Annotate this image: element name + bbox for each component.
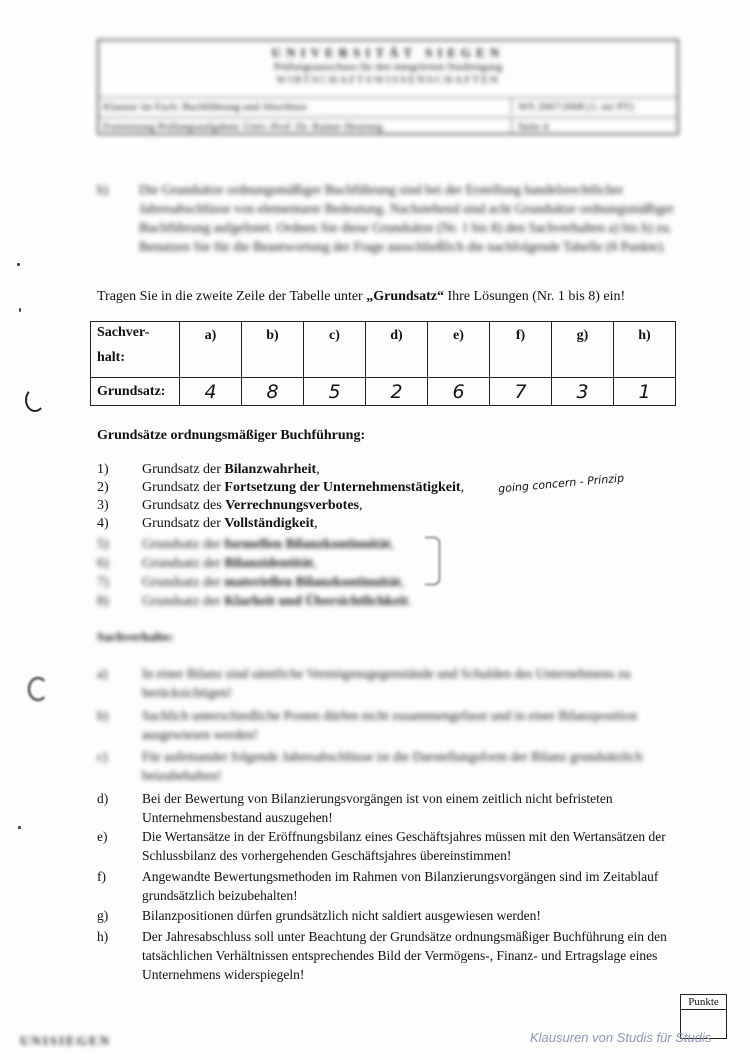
fact-item — [97, 906, 702, 925]
letter-cell: a) — [180, 322, 242, 378]
fact-label: h) — [97, 929, 109, 944]
scan-speck — [17, 263, 20, 266]
principle-prefix: Grundsatz der — [142, 575, 225, 590]
principle-prefix: Grundsatz der — [142, 537, 225, 552]
exam-continuation: Fortsetzung Prüfungsaufgaben: Univ.-Prof. Dr. Rainer Heurung — [103, 121, 383, 133]
fact-text: Der Jahresabschluss soll unter Beachtung der Grundsätze ordnungsmäßiger Buchführung ein den tatsächlichen Verhältnissen entsprechendes Bild der Vermögens-, Finanz- und Ertragslage eines Unternehmens widerspiegeln! — [142, 929, 667, 982]
principle-suffix: , — [460, 480, 465, 495]
exam-header — [97, 39, 679, 135]
bracket-mark — [425, 537, 440, 585]
principle-number: 4) — [97, 516, 109, 531]
facts-header-line1: Sachver- — [97, 325, 150, 340]
answer-cell[interactable]: 8 — [242, 378, 304, 406]
fact-text: Für aufeinander folgende Jahresabschlüsse ist die Darstellungsform der Bilanz grundsätzlich beizubehalten! — [142, 749, 643, 783]
fact-item — [97, 827, 702, 865]
fact-item — [97, 706, 702, 744]
table-row-answers — [91, 378, 676, 406]
header-row-continuation — [99, 117, 677, 137]
principle-suffix: . — [407, 594, 412, 609]
letter-cell: h) — [614, 322, 676, 378]
table-row-facts — [91, 322, 676, 378]
instruction-post: Ihre Lösungen (Nr. 1 bis 8) ein! — [444, 289, 626, 304]
letter-cell: g) — [552, 322, 614, 378]
answer-cell[interactable]: 2 — [366, 378, 428, 406]
principle-number: 7) — [97, 575, 109, 590]
answer-table — [90, 321, 676, 406]
fact-item — [97, 867, 702, 905]
principle-number: 2) — [97, 480, 109, 495]
principle-suffix: , — [314, 516, 318, 531]
principle-number: 6) — [97, 556, 109, 571]
principle-name: Bilanzwahrheit — [224, 462, 317, 477]
instruction-pre: Tragen Sie in die zweite Zeile der Tabelle unter — [97, 289, 367, 304]
principle-name: materiellen Bilanzkontinuität — [224, 575, 401, 590]
answer-cell[interactable]: 5 — [304, 378, 366, 406]
fact-text: Sachlich unterschiedliche Posten dürfen nicht zusammengefasst und in einer Bilanzposition ausgewiesen werden! — [142, 708, 638, 742]
principles-title: Grundsätze ordnungsmäßiger Buchführung: — [97, 428, 366, 443]
scan-speck — [19, 308, 21, 312]
punch-hole-mark — [28, 677, 48, 701]
answer-cell[interactable]: 3 — [552, 378, 614, 406]
principle-name: Verrechnungsverbotes — [225, 498, 359, 513]
fact-label: a) — [97, 666, 108, 681]
punch-hole-mark — [25, 388, 45, 412]
footer-watermark: Klausuren von Studis für Studis — [530, 1030, 712, 1045]
answer-cell[interactable]: 4 — [180, 378, 242, 406]
facts-header-cell — [91, 322, 180, 378]
university-logo: UNISIEGEN — [20, 1033, 111, 1048]
fact-text: Die Wertansätze in der Eröffnungsbilanz eines Geschäftsjahres müssen mit den Wertansätzen der Schlussbilanz des vorhergehenden Geschäftsjahres übereinstimmen! — [142, 829, 666, 863]
facts-title: Sachverhalte: — [97, 629, 174, 644]
fact-text: Bilanzpositionen dürfen grundsätzlich nicht saldiert ausgewiesen werden! — [142, 908, 541, 923]
instruction — [97, 287, 717, 306]
letter-cell: b) — [242, 322, 304, 378]
committee-line: Prüfungsausschuss für den integrierten Studiengang — [273, 61, 503, 73]
principle-suffix: , — [313, 556, 317, 571]
principle-name: formellen Bilanzkontinuität — [224, 537, 391, 552]
letter-cell: f) — [490, 322, 552, 378]
principle-name: Vollständigkeit — [224, 516, 315, 531]
fact-item — [97, 927, 702, 984]
principle-prefix: Grundsatz des — [142, 498, 226, 513]
answers-header-cell: Grundsatz: — [91, 378, 180, 406]
principle-suffix: , — [358, 498, 363, 513]
fact-text: Bei der Bewertung von Bilanzierungsvorgängen ist von einem zeitlich nicht befristeten Unternehmensbestand auszugehen! — [142, 791, 613, 825]
answer-cell[interactable]: 7 — [490, 378, 552, 406]
fact-label: g) — [97, 908, 109, 923]
handwritten-note: going concern - Prinzip — [497, 471, 625, 496]
exam-subject: Klausur im Fach: Buchführung und Abschluss — [103, 101, 307, 113]
university-name: UNIVERSITÄT SIEGEN — [271, 45, 505, 60]
principle-name: Bilanzidentität — [224, 556, 314, 571]
fact-text: Angewandte Bewertungsmethoden im Rahmen von Bilanzierungsvorgängen sind im Zeitablauf grundsätzlich beizubehalten! — [142, 869, 659, 903]
page-number: Seite 4 — [511, 118, 548, 134]
letter-cell: d) — [366, 322, 428, 378]
principle-prefix: Grundsatz der — [142, 594, 225, 609]
fact-label: e) — [97, 829, 108, 844]
fact-item — [97, 747, 702, 785]
principle-prefix: Grundsatz der — [142, 462, 225, 477]
fact-label: c) — [97, 749, 108, 764]
letter-cell: e) — [428, 322, 490, 378]
principle-suffix: , — [390, 537, 394, 552]
principle-prefix: Grundsatz der — [142, 480, 225, 495]
principle-number: 8) — [97, 594, 109, 609]
principle-name: Fortsetzung der Unternehmenstätigkeit — [224, 480, 461, 495]
principle-prefix: Grundsatz der — [142, 556, 225, 571]
principle-number: 3) — [97, 498, 109, 513]
fact-label: f) — [97, 869, 106, 884]
faculty-line: WIRTSCHAFTSWISSENSCHAFTEN — [276, 74, 500, 86]
fact-item — [97, 664, 702, 702]
fact-text: In einer Bilanz sind sämtliche Vermögensgegenstände und Schulden des Unternehmens zu berücksichtigen! — [142, 666, 631, 700]
task-text: Die Grundsätze ordnungsmäßiger Buchführung sind bei der Erstellung handelsrechtlicher Jahresabschlüsse von elementarer Bedeutung. Nachstehend sind acht Grundsätze ordnungsmäßiger Buchführung aufgelistet. Ordnen Sie diese Grundsätze (Nr. 1 bis 8) den Sachverhalten a) bis h) zu. Benutzen Sie für die Beantwortung der Frage ausschließlich die nachfolgende Tabelle (8 Punkte). — [139, 182, 674, 254]
points-label: Punkte — [681, 995, 726, 1010]
header-row-subject — [99, 97, 677, 117]
instruction-bold: „Grundsatz“ — [366, 289, 445, 304]
principle-prefix: Grundsatz der — [142, 516, 225, 531]
fact-label: b) — [97, 708, 109, 723]
principle-number: 1) — [97, 462, 109, 477]
principle-name: Klarheit und Übersichtlichkeit — [224, 594, 408, 609]
answer-cell[interactable]: 6 — [428, 378, 490, 406]
letter-cell: c) — [304, 322, 366, 378]
principle-number: 5) — [97, 537, 109, 552]
answer-cell[interactable]: 1 — [614, 378, 676, 406]
fact-label: d) — [97, 791, 109, 806]
task-intro — [97, 180, 697, 256]
exam-semester: WS 2007/2008 (1.-ter PT) — [511, 98, 633, 114]
principle-suffix: , — [316, 462, 320, 477]
principle-suffix: , — [400, 575, 405, 590]
task-label: b) — [97, 182, 109, 197]
fact-item — [97, 789, 702, 827]
facts-header-line2: halt: — [97, 350, 125, 365]
scan-speck — [18, 826, 21, 829]
